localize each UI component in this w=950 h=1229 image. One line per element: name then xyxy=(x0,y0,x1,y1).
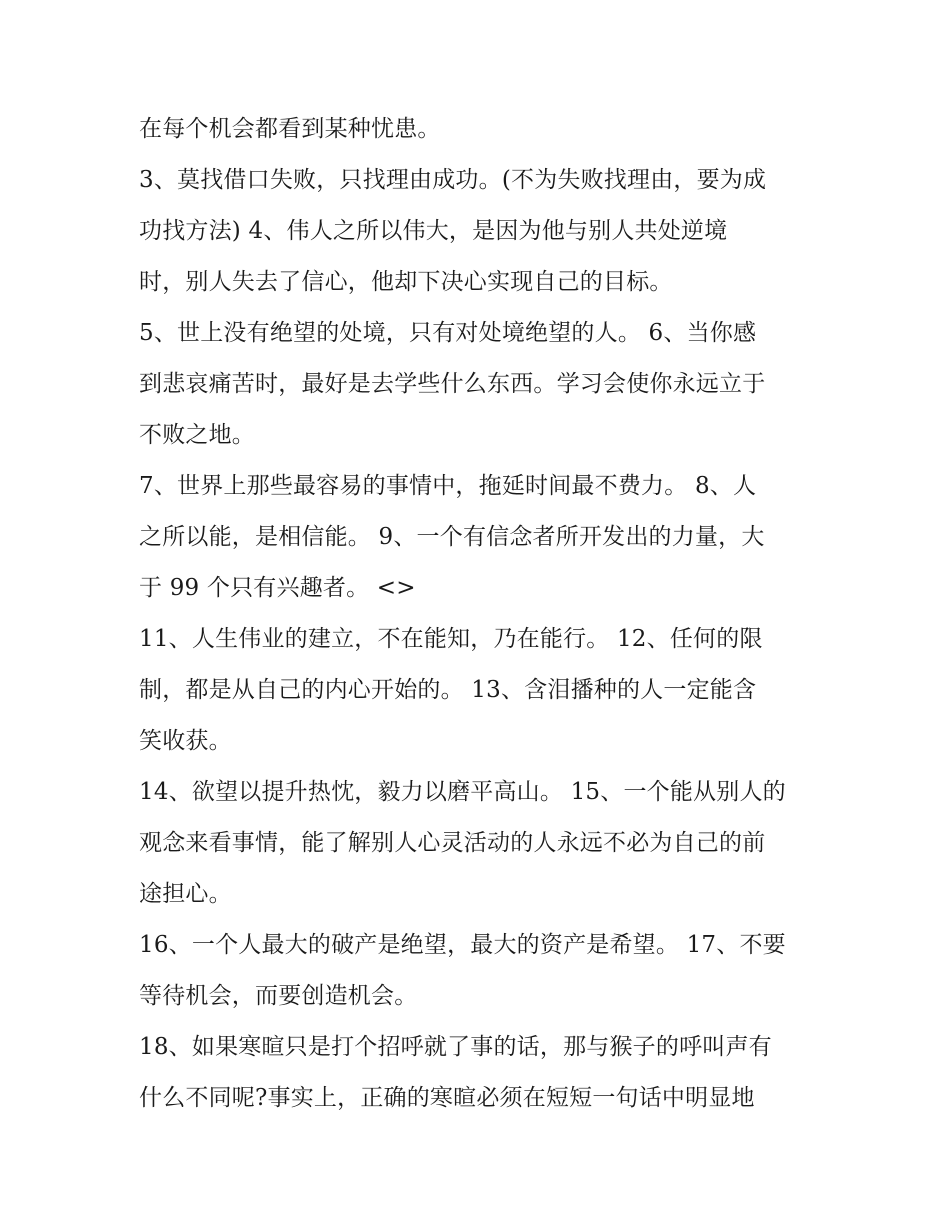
text-line: 3、莫找借口失败，只找理由成功。(不为失败找理由，要为成 xyxy=(139,167,767,193)
text-line: 等待机会，而要创造机会。 xyxy=(139,983,418,1009)
text-line: 制，都是从自己的内心开始的。 13、含泪播种的人一定能含 xyxy=(139,677,757,703)
text-line: 不败之地。 xyxy=(139,422,255,448)
text-line: 14、欲望以提升热忱，毅力以磨平高山。 15、一个能从别人的 xyxy=(139,779,786,805)
text-line: 途担心。 xyxy=(139,881,232,907)
text-line: 在每个机会都看到某种忧患。 xyxy=(139,116,441,142)
text-line: 到悲哀痛苦时，最好是去学些什么东西。学习会使你永远立于 xyxy=(139,371,766,397)
text-line: 5、世上没有绝望的处境，只有对处境绝望的人。 6、当你感 xyxy=(139,320,757,346)
text-line: 之所以能，是相信能。 9、一个有信念者所开发出的力量，大 xyxy=(139,524,765,550)
text-line: 时，别人失去了信心，他却下决心实现自己的目标。 xyxy=(139,269,673,295)
text-line: 功找方法) 4、伟人之所以伟大，是因为他与别人共处逆境 xyxy=(139,218,728,244)
text-line: 于 99 个只有兴趣者。 <> xyxy=(139,575,416,601)
text-line: 笑收获。 xyxy=(139,728,232,754)
text-line: 16、一个人最大的破产是绝望，最大的资产是希望。 17、不要 xyxy=(139,932,786,958)
text-line: 11、人生伟业的建立，不在能知，乃在能行。 12、任何的限 xyxy=(139,626,763,652)
text-line: 18、如果寒暄只是打个招呼就了事的话，那与猴子的呼叫声有 xyxy=(139,1034,772,1060)
document-text xyxy=(139,104,829,1124)
text-line: 观念来看事情，能了解别人心灵活动的人永远不必为自己的前 xyxy=(139,830,766,856)
text-line: 7、世界上那些最容易的事情中，拖延时间最不费力。 8、人 xyxy=(139,473,757,499)
text-line: 什么不同呢?事实上，正确的寒暄必须在短短一句话中明显地 xyxy=(139,1085,755,1111)
